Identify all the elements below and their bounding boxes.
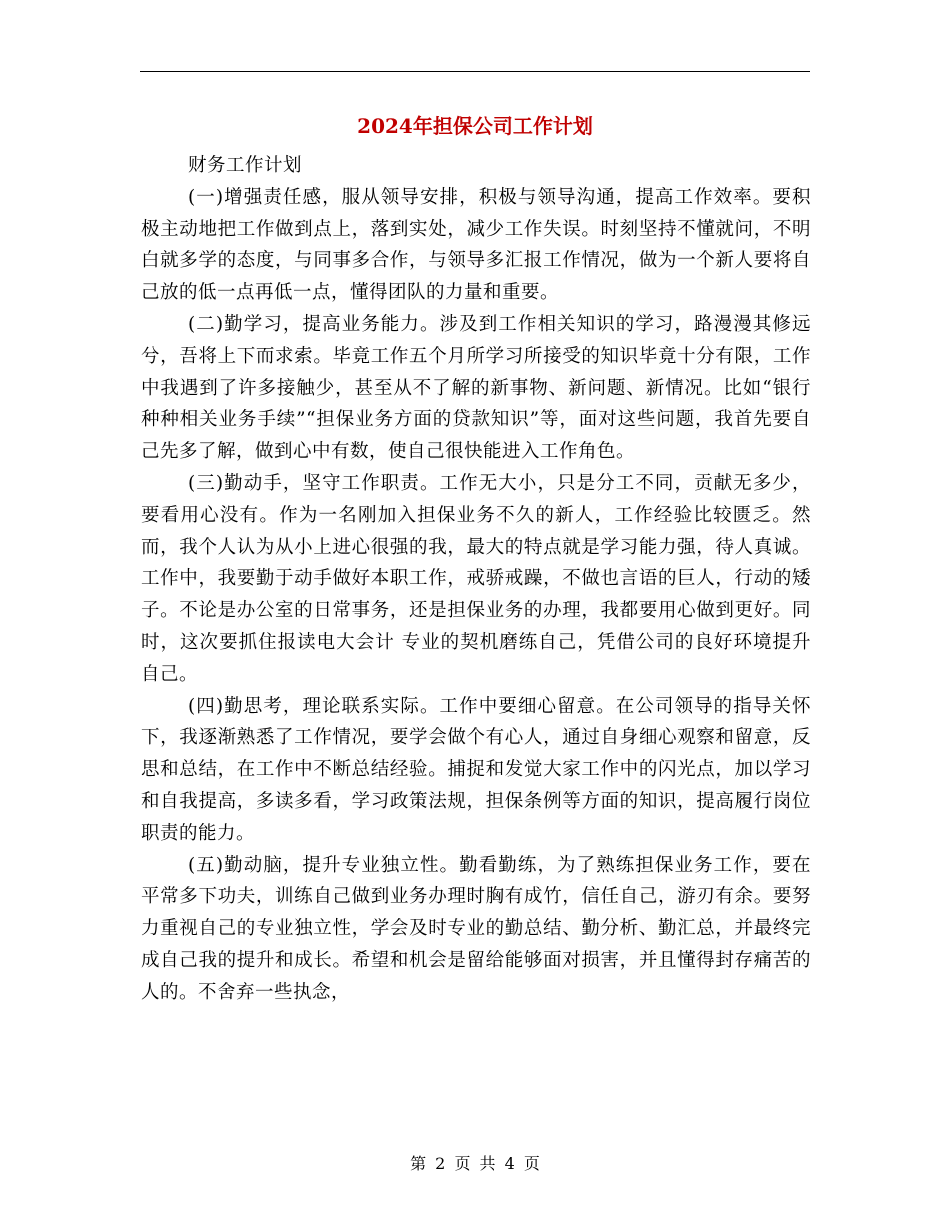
paragraph-4: (四)勤思考，理论联系实际。工作中要细心留意。在公司领导的指导关怀下，我逐渐熟悉了工作情况，要学会做个有心人，通过自身细心观察和留意，反思和总结，在工作中不断总结经验。捕捉和发觉大家工作中的闪光点，加以学习和自我提高，多读多看，学习政策法规，担保条例等方面的知识，提高履行岗位职责的能力。 bbox=[141, 695, 811, 844]
document-body bbox=[141, 150, 811, 1009]
header-rule bbox=[140, 71, 810, 72]
page-number-footer: 第 2 页 共 4 页 bbox=[410, 1154, 540, 1173]
paragraph-3: (三)勤动手，坚守工作职责。工作无大小，只是分工不同，贡献无多少，要看用心没有。作为一名刚加入担保业务不久的新人，工作经验比较匮乏。然而，我个人认为从小上进心很强的我，最大的特点就是学习能力强，待人真诚。工作中，我要勤于动手做好本职工作，戒骄戒躁，不做也言语的巨人，行动的矮子。不论是办公室的日常事务，还是担保业务的办理，我都要用心做到更好。同时，这次要抓住报读电大会计 专业的契机磨练自己，凭借公司的良好环境提升自己。 bbox=[141, 472, 811, 685]
document-title: 2024年担保公司工作计划 bbox=[357, 114, 593, 138]
paragraph-5: (五)勤动脑，提升专业独立性。勤看勤练，为了熟练担保业务工作，要在平常多下功夫，训练自己做到业务办理时胸有成竹，信任自己，游刃有余。要努力重视自己的专业独立性，学会及时专业的勤总结、勤分析、勤汇总，并最终完成自己我的提升和成长。希望和机会是留给能够面对损害，并且懂得封存痛苦的人的。不舍弃一些执念， bbox=[141, 854, 811, 1003]
paragraph-1: (一)增强责任感，服从领导安排，积极与领导沟通，提高工作效率。要积极主动地把工作做到点上，落到实处，减少工作失误。时刻坚持不懂就问，不明白就多学的态度，与同事多合作，与领导多汇报工作情况，做为一个新人要将自己放的低一点再低一点，懂得团队的力量和重要。 bbox=[141, 186, 811, 304]
section-heading: 财务工作计划 bbox=[188, 155, 303, 176]
paragraph-2: (二)勤学习，提高业务能力。涉及到工作相关知识的学习，路漫漫其修远兮，吾将上下而求索。毕竟工作五个月所学习所接受的知识毕竟十分有限，工作中我遇到了许多接触少，甚至从不了解的新事物、新问题、新情况。比如“银行种种相关业务手续”“担保业务方面的贷款知识”等，面对这些问题，我首先要自己先多了解，做到心中有数，使自己很快能进入工作角色。 bbox=[141, 313, 811, 463]
